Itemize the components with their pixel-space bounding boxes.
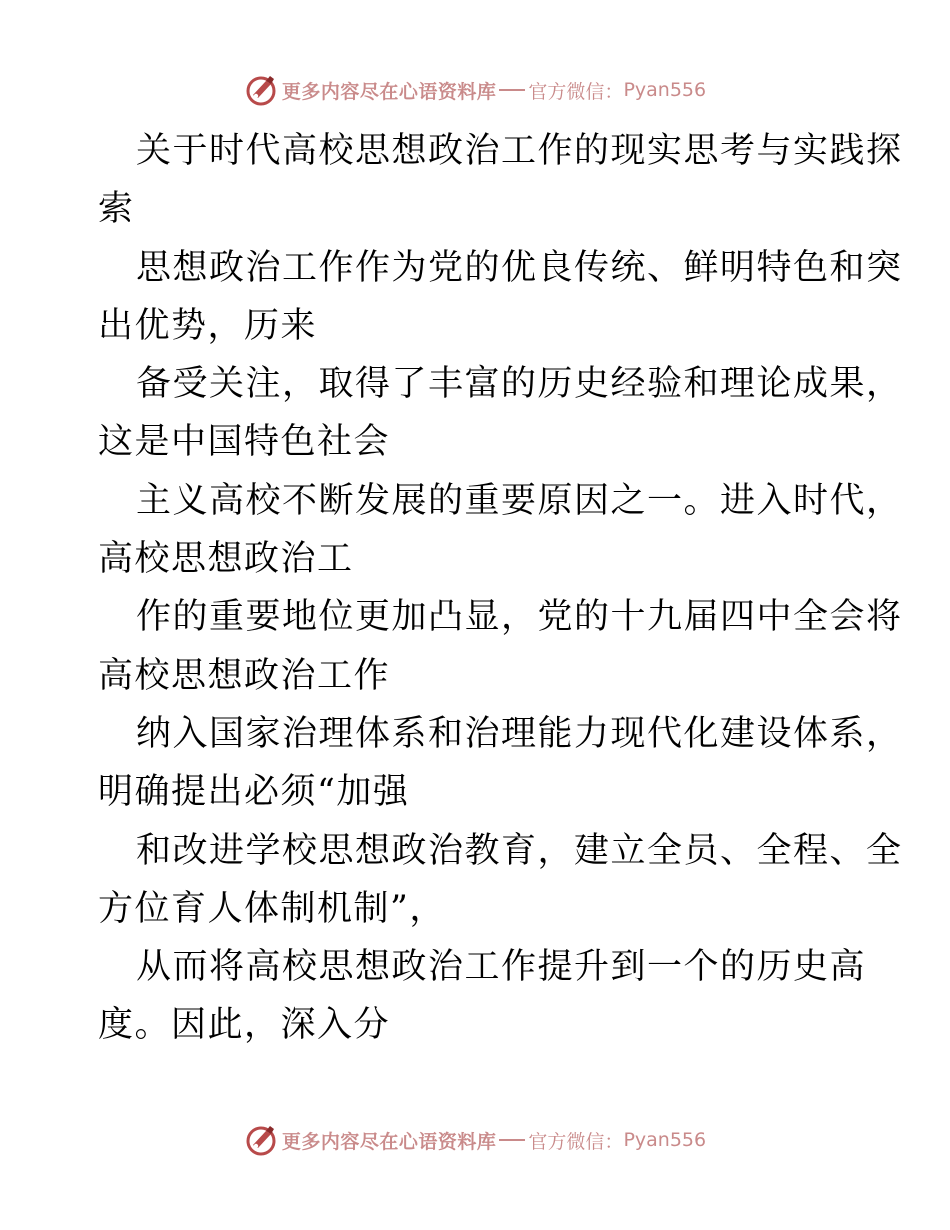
body-line: 方位育人体制机制”， (98, 888, 446, 929)
body-line: 度。因此，深入分 (98, 1005, 391, 1046)
body-line: 关于时代高校思想政治工作的现实思考与实践探 (136, 131, 903, 171)
banner-dash (499, 1139, 525, 1141)
banner-wechat-id: Pyan556 (623, 79, 707, 101)
logo-icon (244, 1123, 278, 1157)
body-line: 高校思想政治工作 (98, 655, 391, 696)
body-line: 出优势，历来 (98, 305, 318, 346)
body-line: 作的重要地位更加凸显，党的十九届四中全会将 (136, 597, 903, 638)
body-line: 备受关注，取得了丰富的历史经验和理论成果， (136, 364, 903, 405)
body-line: 这是中国特色社会 (98, 422, 391, 463)
body-line: 思想政治工作作为党的优良传统、鲜明特色和突 (136, 247, 903, 288)
body-line: 主义高校不断发展的重要原因之一。进入时代， (136, 480, 903, 521)
banner-main-text: 更多内容尽在心语资料库 (281, 80, 497, 103)
body-line: 索 (98, 189, 135, 230)
banner-sub-text: 官方微信： (528, 80, 624, 103)
document-body (98, 122, 903, 1055)
banner-sub-text: 官方微信： (528, 1130, 624, 1153)
footer-banner (0, 1120, 950, 1160)
banner-dash (499, 89, 525, 91)
body-line: 高校思想政治工 (98, 539, 354, 580)
body-line: 纳入国家治理体系和治理能力现代化建设体系， (136, 713, 903, 754)
body-line: 从而将高校思想政治工作提升到一个的历史高 (136, 947, 867, 988)
banner-wechat-id: Pyan556 (623, 1129, 707, 1151)
banner-main-text: 更多内容尽在心语资料库 (281, 1130, 497, 1153)
body-line: 和改进学校思想政治教育，建立全员、全程、全 (136, 830, 903, 871)
header-banner (0, 70, 950, 110)
body-line: 明确提出必须“加强 (98, 772, 410, 813)
logo-icon (244, 73, 278, 107)
